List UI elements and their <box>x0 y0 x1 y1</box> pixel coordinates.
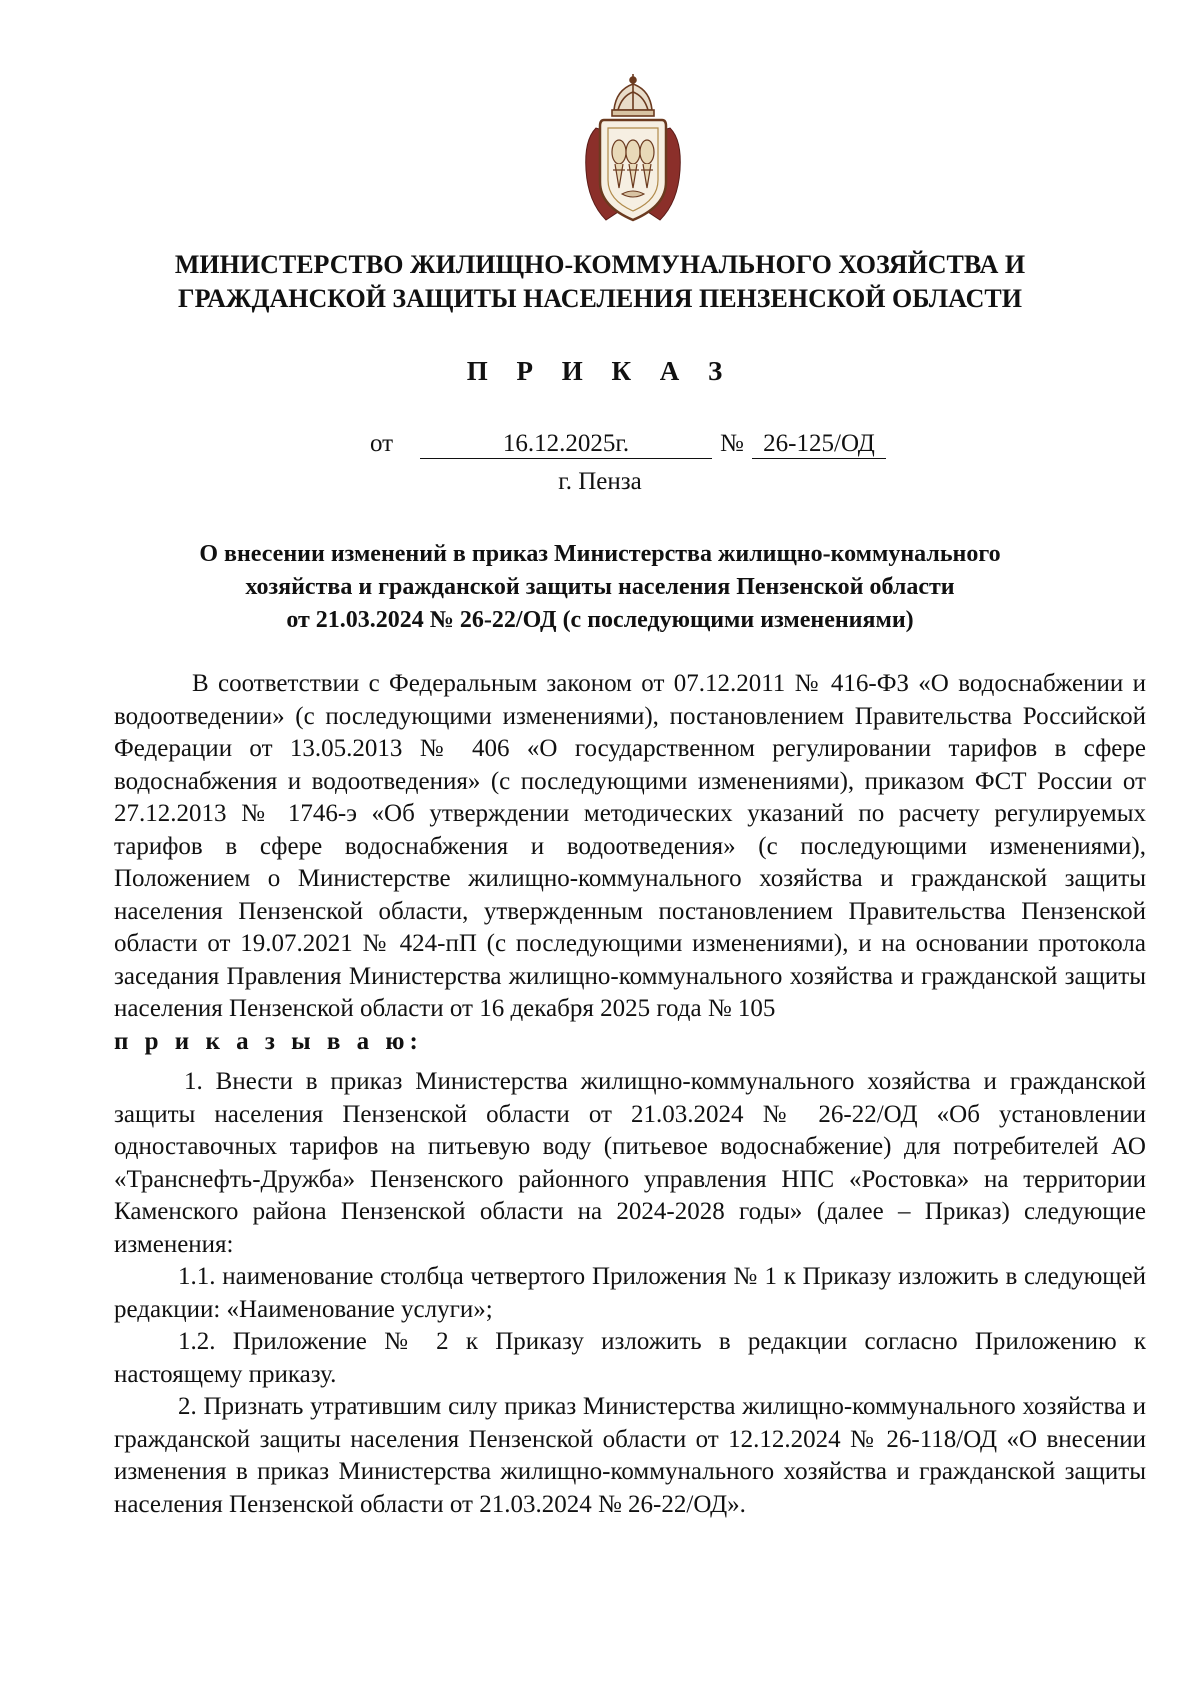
item-2-paragraph: 2. Признать утратившим силу приказ Министерства жилищно-коммунального хозяйства и гражданской защиты населения Пензенской области от 12.12.2024 № 26-118/ОД «О внесении изменения в приказ Министерства жилищно-коммунального хозяйства и гражданской защиты населения Пензенской области от 21.03.2024 № 26-22/ОД». <box>114 1393 1146 1518</box>
item-1-1-paragraph: 1.1. наименование столбца четвертого Приложения № 1 к Приказу изложить в следующей редакции: «Наименование услуги»; <box>114 1263 1146 1323</box>
order-number: 26-125/ОД <box>752 426 886 459</box>
ministry-line-2: ГРАЖДАНСКОЙ ЗАЩИТЫ НАСЕЛЕНИЯ ПЕНЗЕНСКОЙ ОБЛАСТИ <box>178 284 1022 313</box>
order-city: г. Пенза <box>558 468 642 495</box>
decree-word: п р и к а з ы в а ю: <box>114 1027 423 1055</box>
order-body <box>114 668 1146 1521</box>
number-prefix: № <box>720 430 744 457</box>
order-date-number-row <box>0 426 1200 462</box>
date-prefix: от <box>370 430 394 457</box>
order-subject <box>60 538 1140 637</box>
coat-of-arms-icon <box>566 70 700 230</box>
ministry-line-1: МИНИСТЕРСТВО ЖИЛИЩНО-КОММУНАЛЬНОГО ХОЗЯЙСТВА И <box>174 250 1026 279</box>
subject-line-1: О внесении изменений в приказ Министерства жилищно-коммунального <box>199 541 1001 567</box>
order-date: 16.12.2025г. <box>420 426 712 459</box>
preamble-paragraph: В соответствии с Федеральным законом от 07.12.2011 № 416-ФЗ «О водоснабжении и водоотведении» (с последующими изменениями), постановлением Правительства Российской Федерации от 13.05.2013 № 406 «О государственном регулировании тарифов в сфере водоснабжения и водоотведения» (с последующими изменениями), приказом ФСТ России от 27.12.2013 № 1746-э «Об утверждении методических указаний по расчету регулируемых тарифов в сфере водоснабжения и водоотведения» (с последующими изменениями), Положением о Министерстве жилищно-коммунального хозяйства и гражданской защиты населения Пензенской области, утвержденным постановлением Правительства Пензенской области от 19.07.2021 № 424-пП (с последующими изменениями), и на основании протокола заседания Правления Министерства жилищно-коммунального хозяйства и гражданской защиты населения Пензенской области от 16 декабря 2025 года № 105 <box>114 670 1146 1022</box>
ministry-name <box>60 248 1140 316</box>
document-type-title: П Р И К А З <box>466 356 734 386</box>
subject-line-3: от 21.03.2024 № 26-22/ОД (с последующими изменениями) <box>286 607 914 633</box>
item-1-paragraph: 1. Внести в приказ Министерства жилищно-коммунального хозяйства и гражданской защиты населения Пензенской области от 21.03.2024 № 26-22/ОД «Об установлении одноставочных тарифов на питьевую воду (питьевое водоснабжение) для потребителей АО «Транснефть-Дружба» Пензенского районного управления НПС «Ростовка» на территории Каменского района Пензенской области на 2024-2028 годы» (далее – Приказ) следующие изменения: <box>114 1068 1146 1258</box>
item-1-2-paragraph: 1.2. Приложение № 2 к Приказу изложить в редакции согласно Приложению к настоящему приказу. <box>114 1328 1146 1388</box>
subject-line-2: хозяйства и гражданской защиты населения Пензенской области <box>245 574 955 600</box>
